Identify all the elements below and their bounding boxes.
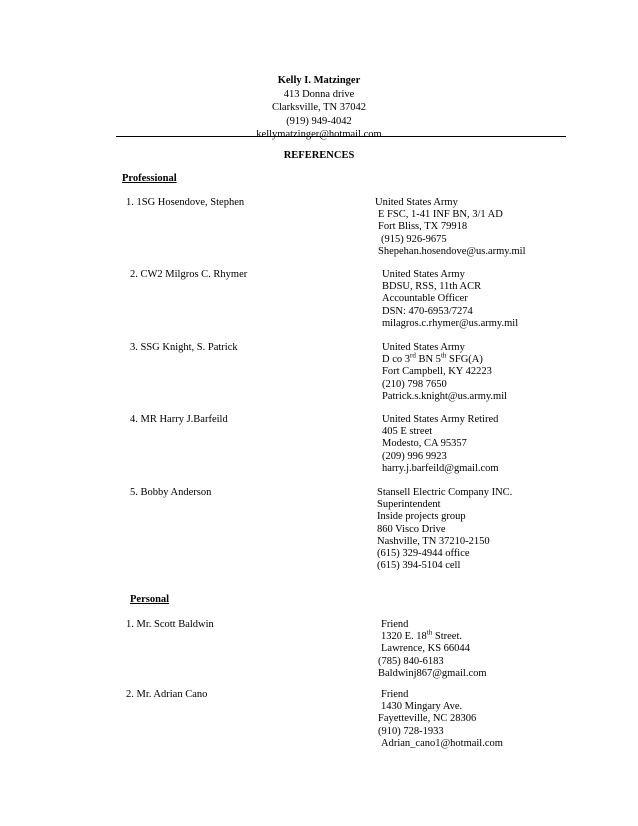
reference-line: Patrick.s.knight@us.army.mil (382, 390, 508, 402)
reference-line: Fort Campbell, KY 42223 (382, 366, 492, 378)
reference-line: (210) 798 7650 (382, 378, 447, 390)
reference-details (378, 619, 487, 680)
email-address: kellymatzinger@hotmail.com (256, 129, 382, 140)
reference-line: (615) 329-4944 office (377, 548, 470, 560)
reference-line: 860 Visco Drive (377, 523, 446, 535)
reference-details (382, 414, 499, 475)
section-heading-professional: Professional (122, 173, 177, 184)
reference-name: 2. Mr. Adrian Cano (126, 689, 208, 700)
applicant-name: Kelly I. Matzinger (277, 75, 361, 86)
contact-header (0, 74, 638, 142)
reference-line: United States Army (382, 269, 465, 280)
reference-name: 3. SSG Knight, S. Patrick (130, 342, 238, 353)
reference-line: Modesto, CA 95357 (382, 438, 467, 450)
reference-details (382, 342, 507, 403)
reference-line: (615) 394-5104 cell (377, 560, 461, 572)
page-title: REFERENCES (283, 150, 355, 161)
reference-name: 1. 1SG Hosendove, Stephen (126, 197, 245, 208)
reference-line: United States Army (375, 197, 458, 208)
reference-details (377, 487, 512, 572)
section-heading-personal: Personal (130, 594, 170, 605)
reference-line: Adrian_cano1@hotmail.com (381, 737, 503, 749)
reference-line: Fort Bliss, TX 79918 (378, 221, 468, 233)
reference-line: Inside projects group (377, 511, 466, 523)
reference-line: harry.j.barfeild@gmail.com (382, 462, 499, 474)
reference-line: Friend (381, 619, 409, 630)
reference-details (378, 689, 503, 750)
reference-line: E FSC, 1-41 INF BN, 3/1 AD (378, 209, 503, 221)
reference-line: Lawrence, KS 66044 (381, 643, 470, 655)
reference-line: Fayetteville, NC 28306 (378, 713, 477, 725)
reference-line: Superintendent (377, 499, 441, 511)
reference-line: Friend (381, 689, 409, 700)
reference-line: United States Army Retired (382, 414, 499, 425)
reference-line: Accountable Officer (382, 293, 468, 305)
reference-line: (915) 926-9675 (381, 233, 447, 245)
reference-line: 1430 Mingary Ave. (381, 701, 463, 713)
reference-details (382, 269, 518, 330)
reference-line: D co 3rd BN 5th SFG(A) (382, 351, 483, 366)
reference-details (375, 197, 526, 258)
reference-line: Stansell Electric Company INC. (377, 487, 513, 498)
reference-line: DSN: 470-6953/7274 (382, 305, 473, 317)
reference-line: Baldwinj867@gmail.com (378, 667, 487, 679)
reference-line: (785) 840-6183 (378, 655, 444, 667)
reference-line: (910) 728-1933 (378, 725, 444, 737)
reference-name: 4. MR Harry J.Barfeild (130, 414, 228, 425)
reference-line: 405 E street (382, 426, 433, 438)
street-address: 413 Donna drive (283, 88, 355, 100)
reference-line: BDSU, RSS, 11th ACR (382, 281, 482, 293)
reference-name: 2. CW2 Milgros C. Rhymer (130, 269, 248, 280)
reference-line: Nashville, TN 37210-2150 (377, 535, 490, 547)
city-state-zip: Clarksville, TN 37042 (271, 102, 366, 113)
reference-name: 1. Mr. Scott Baldwin (126, 619, 214, 630)
reference-line: Shepehan.hosendove@us.army.mil (378, 245, 526, 257)
reference-line: United States Army (382, 342, 465, 353)
header-divider (116, 136, 566, 137)
reference-line: 1320 E. 18th Street. (381, 628, 462, 643)
reference-name: 5. Bobby Anderson (130, 487, 212, 498)
reference-line: (209) 996 9923 (382, 450, 447, 462)
reference-line: milagros.c.rhymer@us.army.mil (382, 317, 519, 329)
phone-number: (919) 949-4042 (286, 115, 352, 127)
